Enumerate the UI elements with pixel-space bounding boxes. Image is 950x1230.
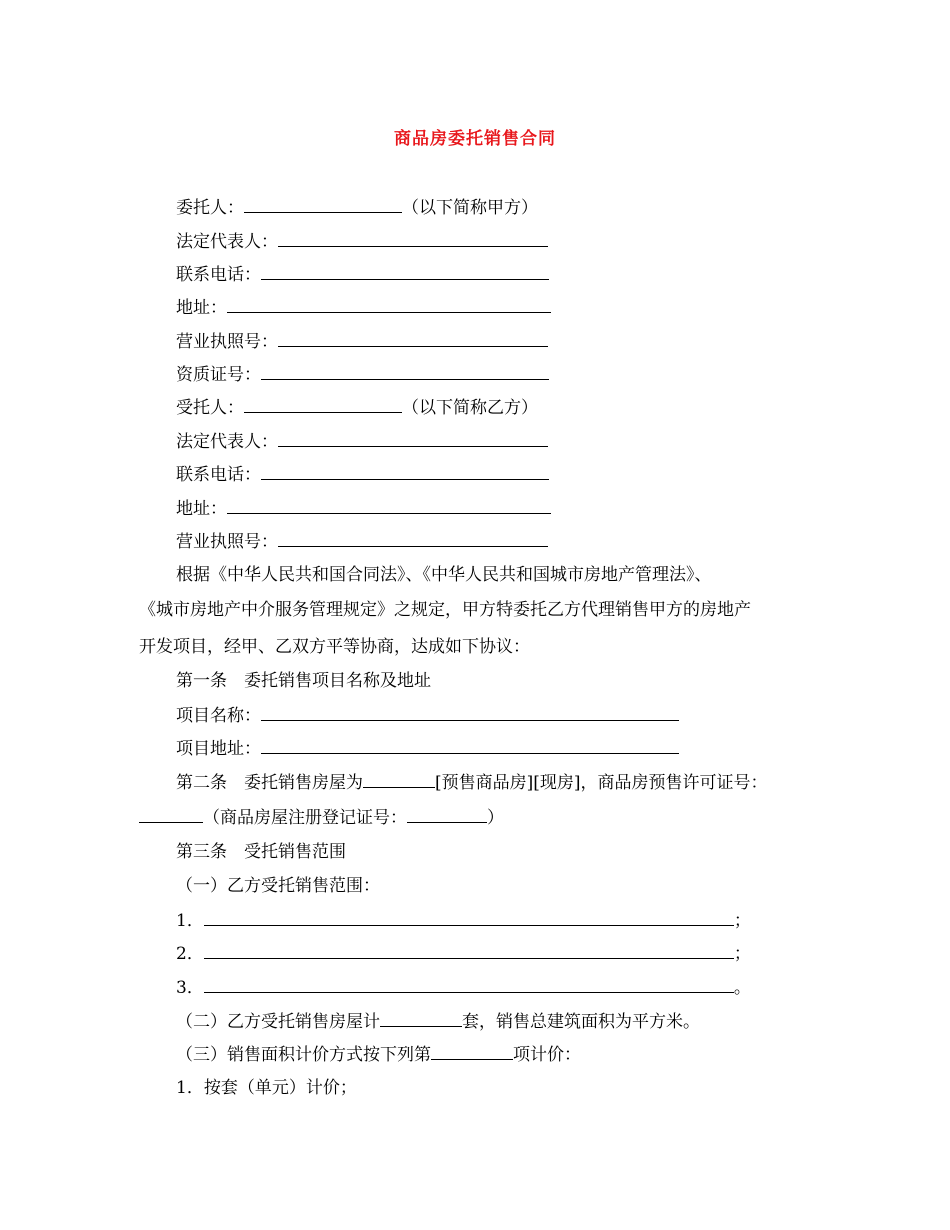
house-type-blank <box>363 771 435 788</box>
principal-phone-blank <box>261 263 549 280</box>
scope-item-1-blank <box>204 909 734 926</box>
agent-line <box>176 396 538 419</box>
principal-rep-blank <box>278 230 548 247</box>
article3-sub3-b: 项计价： <box>513 1045 581 1065</box>
scope-item-3-blank <box>204 976 734 993</box>
project-addr-blank <box>261 737 679 754</box>
scope-item-2-blank <box>204 942 734 959</box>
scope-item-2 <box>176 942 751 965</box>
principal-rep-label: 法定代表人： <box>176 232 278 252</box>
principal-phone-line <box>176 263 549 286</box>
article3-sub1: （一）乙方受托销售范围： <box>176 876 380 896</box>
article3-sub3-a: （三）销售面积计价方式按下列第 <box>176 1045 431 1065</box>
principal-line <box>176 196 538 219</box>
agent-suffix: （以下简称乙方） <box>402 398 538 418</box>
principal-qual-blank <box>261 363 549 380</box>
principal-license-label: 营业执照号： <box>176 332 278 352</box>
article2-line-1 <box>176 771 768 794</box>
scope-item-3 <box>176 976 751 999</box>
principal-qual-label: 资质证号： <box>176 365 261 385</box>
agent-phone-line <box>176 463 549 486</box>
principal-license-blank <box>278 330 548 347</box>
agent-rep-blank <box>278 430 548 447</box>
scope-item-2-num: 2． <box>176 944 204 964</box>
agent-addr-line <box>176 497 551 520</box>
principal-qual-line <box>176 363 549 386</box>
preamble-line-1: 根据《中华人民共和国合同法》、《中华人民共和国城市房地产管理法》、 <box>176 565 712 585</box>
presale-permit-blank <box>139 806 203 823</box>
article3-sub2 <box>176 1010 700 1033</box>
pricing-method-1: 1．按套（单元）计价； <box>176 1078 357 1098</box>
principal-license-line <box>176 330 548 353</box>
preamble-line-3: 开发项目，经甲、乙双方平等协商，达成如下协议： <box>139 637 530 657</box>
article2-text-a: 第二条 委托销售房屋为 <box>176 773 363 793</box>
article2-text-d: ） <box>487 808 504 828</box>
article1-heading: 第一条 委托销售项目名称及地址 <box>176 671 431 691</box>
article3-sub3 <box>176 1043 581 1066</box>
article2-text-b: [预售商品房][现房]，商品房预售许可证号： <box>435 773 768 793</box>
agent-license-label: 营业执照号： <box>176 532 278 552</box>
project-addr-label: 项目地址： <box>176 739 261 759</box>
principal-phone-label: 联系电话： <box>176 265 261 285</box>
principal-rep-line <box>176 230 548 253</box>
scope-item-3-end: 。 <box>733 978 751 998</box>
project-name-line <box>176 704 679 727</box>
agent-license-blank <box>278 530 548 547</box>
principal-blank <box>244 196 402 213</box>
principal-suffix: （以下简称甲方） <box>402 198 538 218</box>
principal-addr-label: 地址： <box>176 298 227 318</box>
principal-addr-blank <box>227 296 551 313</box>
agent-phone-label: 联系电话： <box>176 465 261 485</box>
agent-addr-label: 地址： <box>176 499 227 519</box>
scope-item-1-end: ； <box>733 911 751 931</box>
agent-rep-line <box>176 430 548 453</box>
project-addr-line <box>176 737 679 760</box>
project-name-label: 项目名称： <box>176 706 261 726</box>
principal-addr-line <box>176 296 551 319</box>
principal-label: 委托人： <box>176 198 244 218</box>
pricing-option-blank <box>431 1043 513 1060</box>
agent-license-line <box>176 530 548 553</box>
scope-item-1-num: 1． <box>176 911 204 931</box>
project-name-blank <box>261 704 679 721</box>
agent-addr-blank <box>227 497 551 514</box>
scope-item-3-num: 3． <box>176 978 204 998</box>
registration-no-blank <box>407 806 487 823</box>
agent-phone-blank <box>261 463 549 480</box>
agent-label: 受托人： <box>176 398 244 418</box>
agent-blank <box>244 396 402 413</box>
article2-line-2 <box>139 806 504 829</box>
article3-sub2-a: （二）乙方受托销售房屋计 <box>176 1012 380 1032</box>
unit-count-blank <box>380 1010 462 1027</box>
article3-sub2-b: 套，销售总建筑面积为平方米。 <box>462 1012 700 1032</box>
article2-text-c: （商品房屋注册登记证号： <box>203 808 407 828</box>
scope-item-1 <box>176 909 751 932</box>
preamble-line-2: 《城市房地产中介服务管理规定》之规定，甲方特委托乙方代理销售甲方的房地产 <box>139 600 751 620</box>
document-title: 商品房委托销售合同 <box>394 129 556 149</box>
agent-rep-label: 法定代表人： <box>176 432 278 452</box>
scope-item-2-end: ； <box>733 944 751 964</box>
article3-heading: 第三条 受托销售范围 <box>176 842 346 862</box>
